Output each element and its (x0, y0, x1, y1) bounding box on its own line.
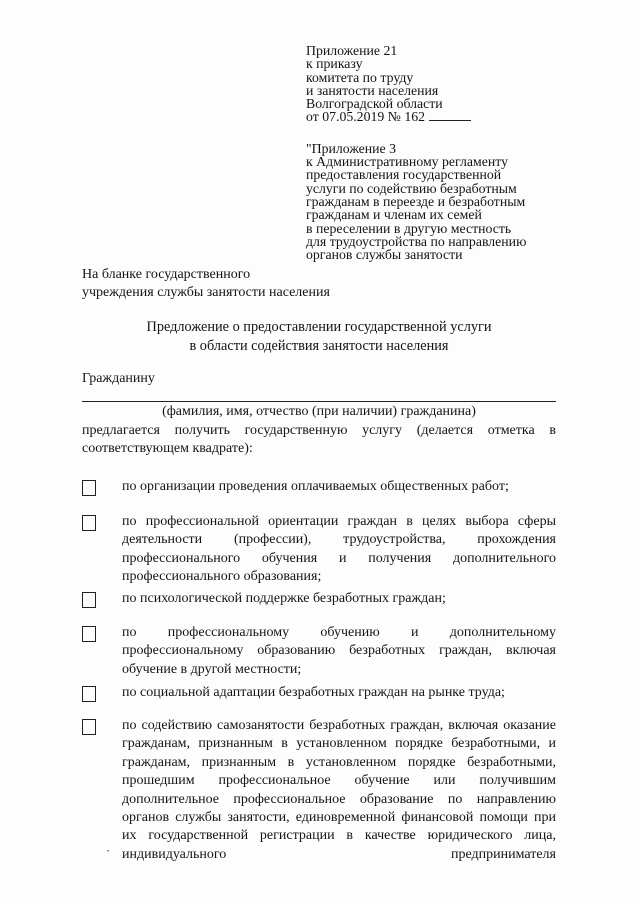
letterhead-note (82, 266, 330, 302)
option-text: по профессиональной ориентации граждан в целях выбора сферы деятельности (профессии), трудоустройства, прохождения профессионального обучения и получения дополнительного профессионального образования; (122, 514, 556, 585)
appendix-3-line: гражданам в переезде и безработным (306, 193, 526, 209)
option-checkbox[interactable] (82, 592, 96, 608)
appendix-3-line: гражданам и членам их семей (306, 207, 482, 223)
appendix-3-line: "Приложение 3 (306, 140, 397, 156)
appendix-21-block (306, 44, 606, 261)
appendix-3-line: к Административному регламенту (306, 154, 509, 170)
margin-mark: · (106, 843, 111, 858)
recipient-name-caption: (фамилия, имя, отчество (при наличии) гражданина) (162, 404, 476, 419)
appendix-3-line: в переселении в другую местность (306, 220, 512, 236)
document-title (82, 318, 556, 356)
title-line: Предложение о предоставлении государственной услуги (146, 319, 492, 335)
title-line: в области содействия занятости населения (189, 338, 449, 354)
option-text: по профессиональному обучению и дополнительному профессиональному образованию безработных граждан, включая обучение в другой местности; (122, 625, 556, 677)
letterhead-line: учреждения службы занятости населения (82, 285, 330, 300)
appendix-21-line: комитета по труду (306, 69, 414, 85)
appendix-3-line: органов службы занятости (306, 247, 463, 263)
option-text: по психологической поддержке безработных граждан; (122, 591, 446, 606)
appendix-21-date: от 07.05.2019 № 162 (306, 109, 426, 125)
option-text: по социальной адаптации безработных граждан на рынке труда; (122, 685, 505, 700)
option-checkbox[interactable] (82, 626, 96, 642)
letterhead-line: На бланке государственного (82, 267, 251, 282)
option-checkbox[interactable] (82, 515, 96, 531)
option-text: по содействию самозанятости безработных граждан, включая оказание гражданам, признанным в установленном порядке безработными, и гражданам, признанным в установленном порядке безработными, прошедшим профессиональное обучение или получившим дополнительное профессиональное образование по направлению органов службы занятости, единовременной финансовой помощи при их государственной регистрации в качестве юридического лица, индивидуального предпринимателя (122, 718, 556, 862)
option-checkbox[interactable] (82, 719, 96, 735)
appendix-3-line: для трудоустройства по направлению (306, 233, 527, 249)
option-text: по организации проведения оплачиваемых общественных работ; (122, 479, 509, 494)
recipient-label: Гражданину (82, 371, 155, 386)
appendix-21-line: Приложение 21 (306, 43, 398, 58)
blank-underline (429, 110, 471, 121)
intro-text: предлагается получить государственную услугу (делается отметка в соответствующем квадрате): (82, 423, 556, 456)
appendix-21-line: к приказу (306, 56, 363, 72)
appendix-21-date-row (306, 110, 606, 123)
option-checkbox[interactable] (82, 480, 96, 496)
option-checkbox[interactable] (82, 686, 96, 702)
appendix-21-line: и занятости населения (306, 82, 439, 98)
recipient-name-field[interactable] (82, 401, 556, 402)
appendix-3-line: предоставления государственной (306, 167, 502, 183)
appendix-3-line: услуги по содействию безработным (306, 180, 517, 196)
appendix-21-line: Волгоградской области (306, 96, 443, 112)
